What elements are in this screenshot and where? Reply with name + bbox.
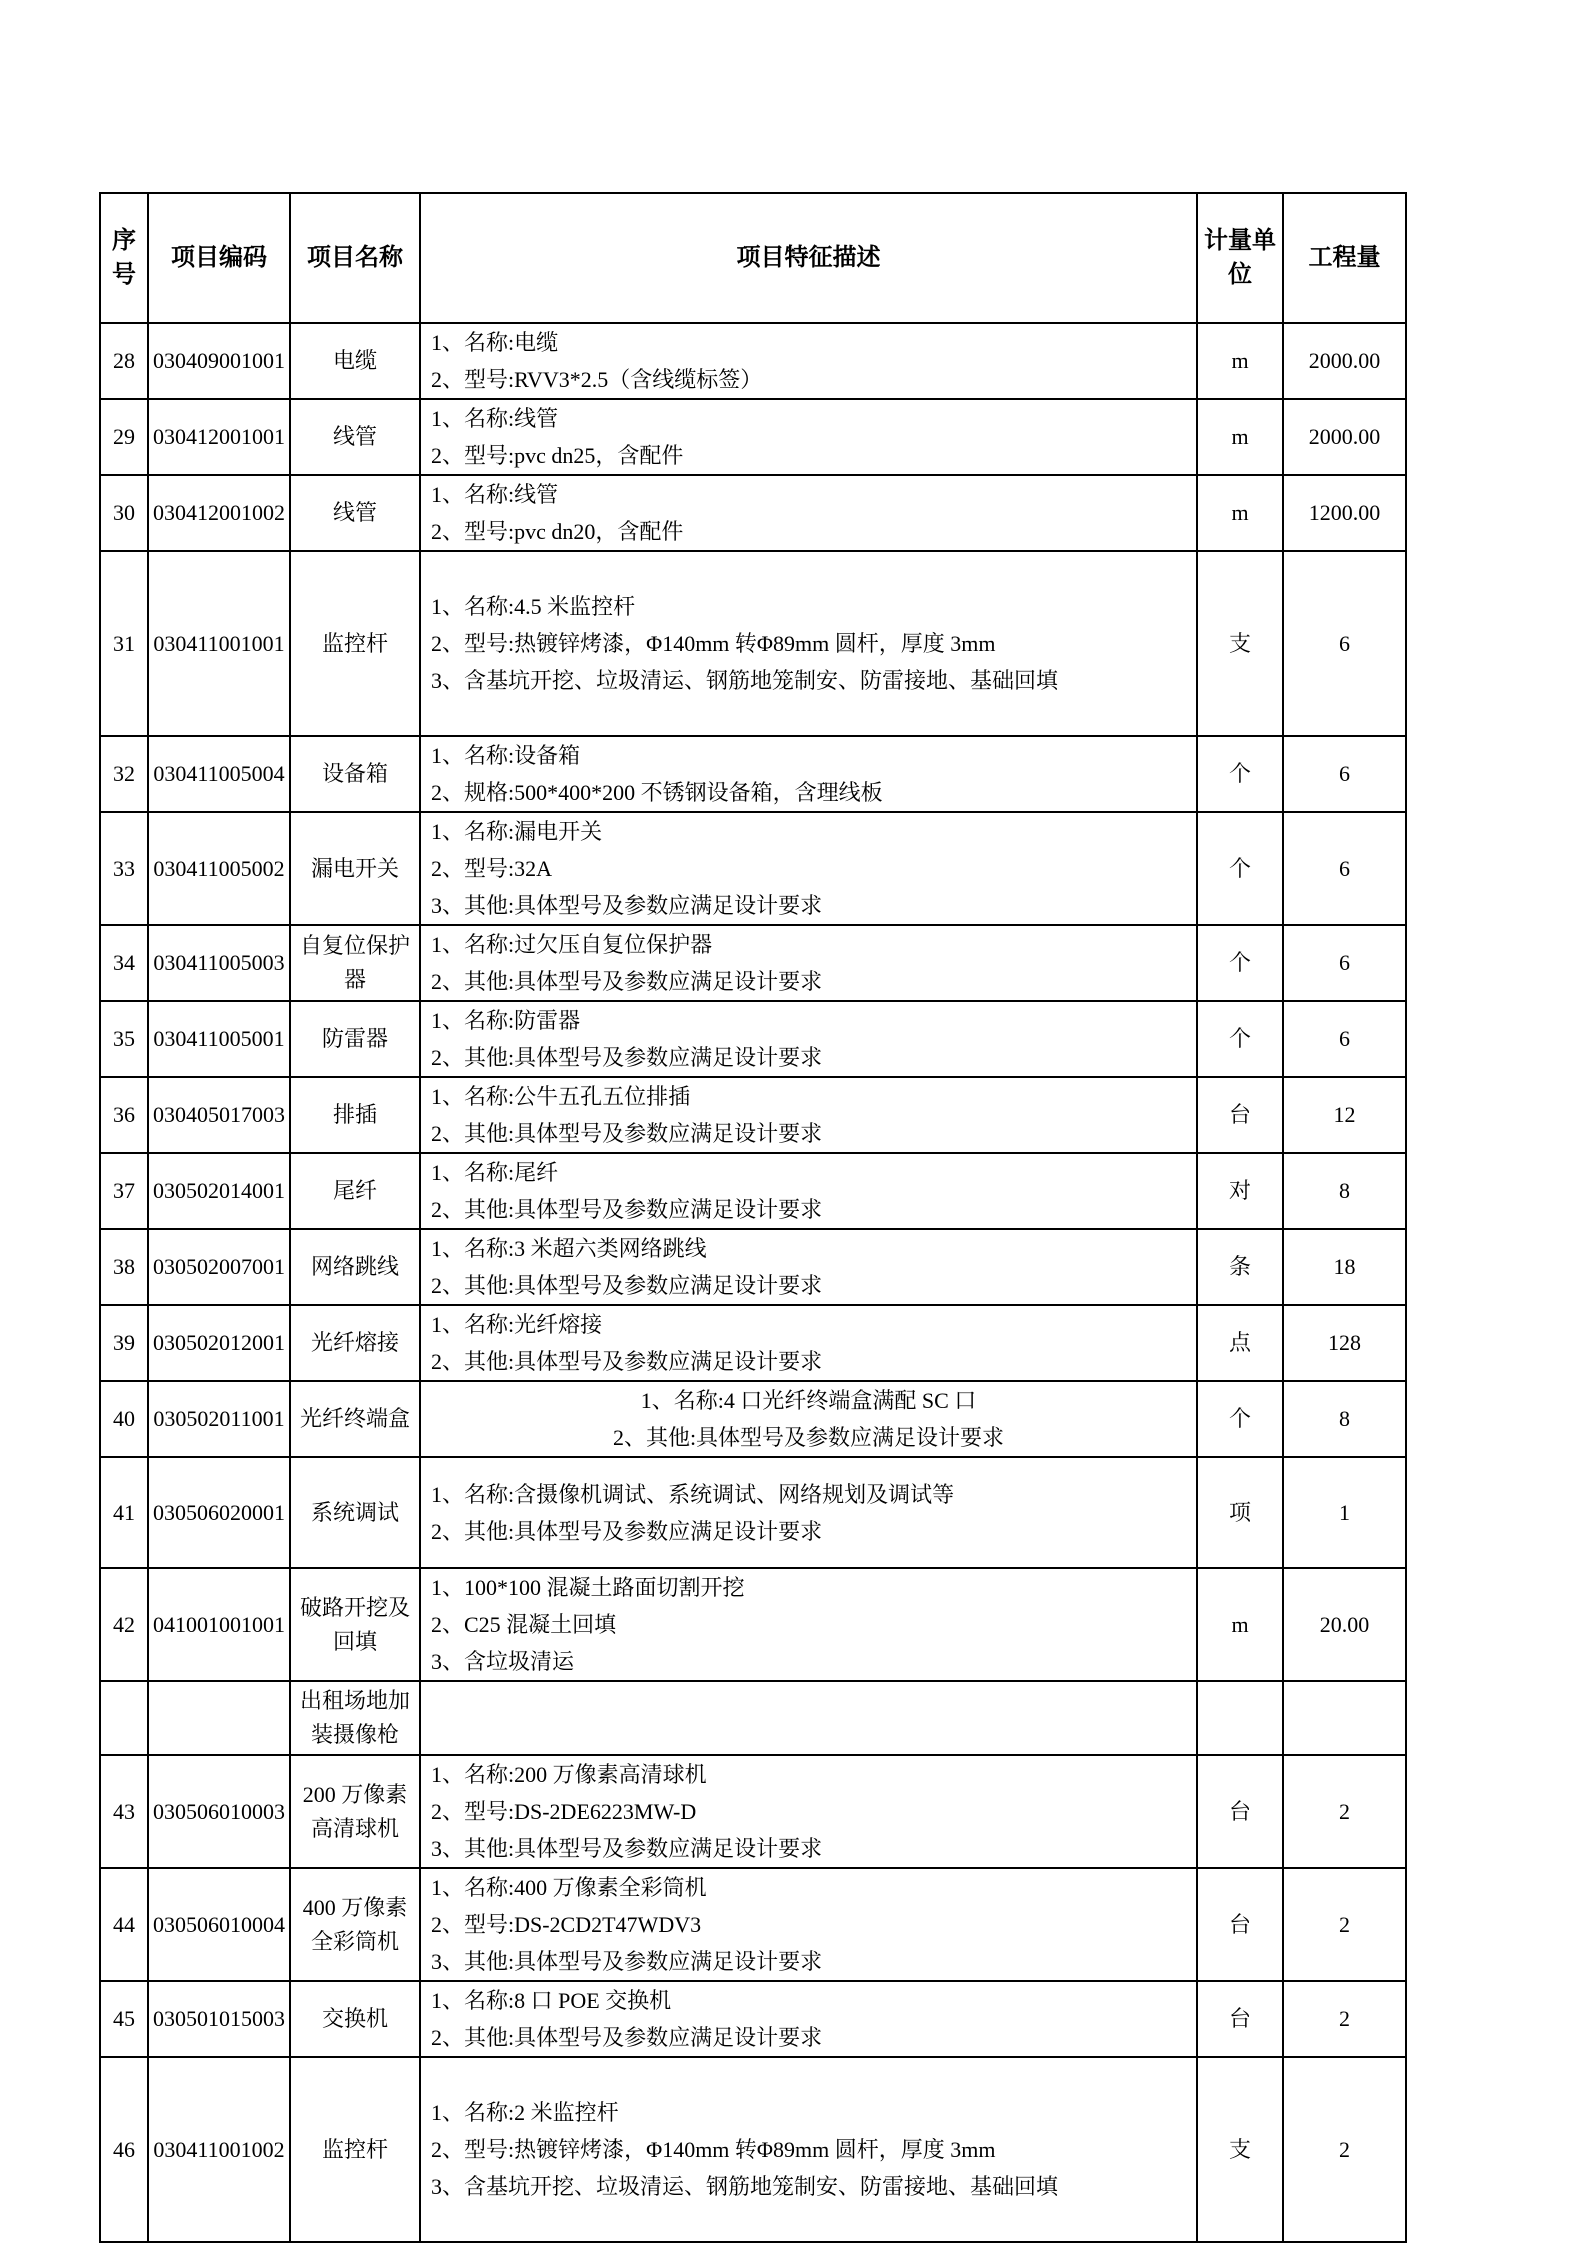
desc-line: 2、其他:具体型号及参数应满足设计要求: [431, 2025, 823, 2050]
cell-qty: 6: [1283, 551, 1406, 736]
cell-code: 030502011001: [148, 1381, 290, 1457]
cell-name: 交换机: [290, 1981, 420, 2057]
cell-code: [148, 1681, 290, 1755]
desc-line: 2、型号:32A: [431, 856, 553, 881]
boq-table: [99, 192, 1407, 2243]
cell-unit: 支: [1197, 551, 1283, 736]
cell-qty: 6: [1283, 736, 1406, 812]
cell-qty: 8: [1283, 1381, 1406, 1457]
desc-line: 2、型号:DS-2DE6223MW-D: [431, 1799, 697, 1824]
table-row: [100, 1868, 1406, 1981]
desc-line: 2、型号:热镀锌烤漆，Φ140mm 转Φ89mm 圆杆，厚度 3mm: [431, 2137, 996, 2162]
cell-qty: 6: [1283, 812, 1406, 925]
cell-desc: [420, 2057, 1197, 2242]
cell-qty: 6: [1283, 925, 1406, 1001]
desc-line: 1、名称:400 万像素全彩筒机: [431, 1875, 707, 1900]
cell-unit: [1197, 1681, 1283, 1755]
cell-unit: m: [1197, 1568, 1283, 1681]
cell-code: 030409001001: [148, 323, 290, 399]
cell-desc: [420, 1381, 1197, 1457]
desc-line: 2、其他:具体型号及参数应满足设计要求: [431, 1045, 823, 1070]
cell-qty: 1200.00: [1283, 475, 1406, 551]
desc-line: 3、其他:具体型号及参数应满足设计要求: [431, 1949, 823, 1974]
cell-desc: [420, 1681, 1197, 1755]
desc-line: 3、含基坑开挖、垃圾清运、钢筋地笼制安、防雷接地、基础回填: [431, 668, 1059, 693]
cell-no: 42: [100, 1568, 148, 1681]
cell-name: 监控杆: [290, 2057, 420, 2242]
cell-no: 29: [100, 399, 148, 475]
cell-qty: [1283, 1681, 1406, 1755]
desc-line: 2、其他:具体型号及参数应满足设计要求: [431, 1518, 823, 1544]
cell-code: 030411005003: [148, 925, 290, 1001]
cell-unit: 个: [1197, 736, 1283, 812]
col-header-qty: 工程量: [1283, 193, 1406, 323]
col-header-name: 项目名称: [290, 193, 420, 323]
cell-code: 030502014001: [148, 1153, 290, 1229]
cell-desc: [420, 1457, 1197, 1568]
desc-line: 1、名称:防雷器: [431, 1008, 581, 1033]
table-row: [100, 812, 1406, 925]
desc-line: 3、含垃圾清运: [431, 1649, 575, 1674]
desc-line: 2、其他:具体型号及参数应满足设计要求: [431, 1121, 823, 1146]
cell-desc: [420, 551, 1197, 736]
desc-line: 2、型号:pvc dn20，含配件: [431, 519, 684, 544]
cell-no: 36: [100, 1077, 148, 1153]
desc-line: 3、其他:具体型号及参数应满足设计要求: [431, 893, 823, 918]
cell-qty: 2: [1283, 1755, 1406, 1868]
cell-unit: 个: [1197, 1001, 1283, 1077]
cell-qty: 2: [1283, 1868, 1406, 1981]
desc-line: 1、名称:电缆: [431, 330, 559, 355]
cell-no: [100, 1681, 148, 1755]
desc-line: 1、名称:2 米监控杆: [431, 2100, 619, 2125]
desc-line: 2、C25 混凝土回填: [431, 1612, 617, 1637]
cell-qty: 128: [1283, 1305, 1406, 1381]
cell-qty: 12: [1283, 1077, 1406, 1153]
cell-no: 43: [100, 1755, 148, 1868]
cell-name: 网络跳线: [290, 1229, 420, 1305]
table-row: [100, 1568, 1406, 1681]
desc-line: 3、其他:具体型号及参数应满足设计要求: [431, 1836, 823, 1861]
cell-no: 32: [100, 736, 148, 812]
cell-code: 030506010004: [148, 1868, 290, 1981]
cell-name: 出租场地加装摄像枪: [290, 1681, 420, 1755]
cell-desc: [420, 925, 1197, 1001]
cell-desc: [420, 736, 1197, 812]
header-row: [100, 193, 1406, 323]
table-body: [100, 323, 1406, 2242]
cell-desc: [420, 1868, 1197, 1981]
cell-code: 030411005001: [148, 1001, 290, 1077]
table-row: [100, 1305, 1406, 1381]
cell-no: 30: [100, 475, 148, 551]
cell-unit: 个: [1197, 1381, 1283, 1457]
cell-unit: m: [1197, 323, 1283, 399]
desc-line: 1、名称:设备箱: [431, 743, 581, 768]
cell-unit: 台: [1197, 1077, 1283, 1153]
cell-unit: m: [1197, 475, 1283, 551]
cell-desc: [420, 1981, 1197, 2057]
cell-unit: 台: [1197, 1981, 1283, 2057]
cell-name: 线管: [290, 475, 420, 551]
cell-code: 030405017003: [148, 1077, 290, 1153]
cell-no: 28: [100, 323, 148, 399]
cell-no: 34: [100, 925, 148, 1001]
cell-name: 排插: [290, 1077, 420, 1153]
cell-desc: [420, 1755, 1197, 1868]
cell-no: 33: [100, 812, 148, 925]
cell-name: 防雷器: [290, 1001, 420, 1077]
desc-line: 1、名称:4.5 米监控杆: [431, 594, 636, 619]
cell-code: 030501015003: [148, 1981, 290, 2057]
desc-line: 2、其他:具体型号及参数应满足设计要求: [431, 1197, 823, 1222]
cell-unit: 个: [1197, 812, 1283, 925]
cell-name: 线管: [290, 399, 420, 475]
desc-line: 1、名称:含摄像机调试、系统调试、网络规划及调试等: [431, 1481, 955, 1507]
cell-unit: 条: [1197, 1229, 1283, 1305]
cell-desc: [420, 1077, 1197, 1153]
cell-name: 200 万像素高清球机: [290, 1755, 420, 1868]
cell-unit: m: [1197, 399, 1283, 475]
cell-unit: 支: [1197, 2057, 1283, 2242]
cell-qty: 6: [1283, 1001, 1406, 1077]
cell-qty: 20.00: [1283, 1568, 1406, 1681]
desc-line: 1、名称:光纤熔接: [431, 1312, 603, 1337]
table-row: [100, 2057, 1406, 2242]
cell-no: 31: [100, 551, 148, 736]
cell-desc: [420, 1568, 1197, 1681]
desc-line: 2、型号:RVV3*2.5（含线缆标签）: [431, 367, 763, 392]
cell-no: 40: [100, 1381, 148, 1457]
cell-desc: [420, 1001, 1197, 1077]
desc-line: 1、名称:尾纤: [431, 1160, 559, 1185]
cell-name: 破路开挖及回填: [290, 1568, 420, 1681]
cell-code: 030411001002: [148, 2057, 290, 2242]
desc-line: 1、100*100 混凝土路面切割开挖: [431, 1575, 745, 1600]
table-row: [100, 1681, 1406, 1755]
table-row: [100, 925, 1406, 1001]
cell-desc: [420, 399, 1197, 475]
cell-no: 46: [100, 2057, 148, 2242]
cell-desc: [420, 475, 1197, 551]
cell-name: 光纤熔接: [290, 1305, 420, 1381]
col-header-no: 序号: [100, 193, 148, 323]
cell-no: 37: [100, 1153, 148, 1229]
table-row: [100, 551, 1406, 736]
desc-line: 1、名称:漏电开关: [431, 819, 603, 844]
cell-unit: 台: [1197, 1755, 1283, 1868]
desc-line: 1、名称:4 口光纤终端盒满配 SC 口: [640, 1388, 977, 1413]
desc-line: 1、名称:过欠压自复位保护器: [431, 932, 713, 957]
cell-code: 030411001001: [148, 551, 290, 736]
desc-line: 1、名称:8 口 POE 交换机: [431, 1988, 672, 2013]
desc-line: 2、其他:具体型号及参数应满足设计要求: [612, 1425, 1005, 1450]
table-row: [100, 1153, 1406, 1229]
cell-name: 监控杆: [290, 551, 420, 736]
cell-code: 041001001001: [148, 1568, 290, 1681]
cell-code: 030412001001: [148, 399, 290, 475]
cell-unit: 对: [1197, 1153, 1283, 1229]
table-row: [100, 1457, 1406, 1568]
table-row: [100, 1077, 1406, 1153]
cell-code: 030412001002: [148, 475, 290, 551]
cell-no: 41: [100, 1457, 148, 1568]
cell-code: 030502007001: [148, 1229, 290, 1305]
table-row: [100, 1001, 1406, 1077]
table-row: [100, 475, 1406, 551]
cell-qty: 1: [1283, 1457, 1406, 1568]
col-header-code: 项目编码: [148, 193, 290, 323]
cell-code: 030411005002: [148, 812, 290, 925]
cell-desc: [420, 323, 1197, 399]
cell-code: 030506020001: [148, 1457, 290, 1568]
cell-desc: [420, 1153, 1197, 1229]
cell-qty: 2: [1283, 1981, 1406, 2057]
cell-name: 电缆: [290, 323, 420, 399]
cell-no: 39: [100, 1305, 148, 1381]
col-header-unit: 计量单位: [1197, 193, 1283, 323]
desc-line: 2、型号:pvc dn25，含配件: [431, 443, 684, 468]
cell-name: 系统调试: [290, 1457, 420, 1568]
desc-line: 1、名称:200 万像素高清球机: [431, 1762, 707, 1787]
desc-line: 3、含基坑开挖、垃圾清运、钢筋地笼制安、防雷接地、基础回填: [431, 2174, 1059, 2199]
desc-line: 2、规格:500*400*200 不锈钢设备箱，含理线板: [431, 780, 883, 805]
desc-line: 2、其他:具体型号及参数应满足设计要求: [431, 969, 823, 994]
desc-line: 1、名称:公牛五孔五位排插: [431, 1084, 691, 1109]
cell-unit: 台: [1197, 1868, 1283, 1981]
cell-qty: 2000.00: [1283, 323, 1406, 399]
desc-line: 1、名称:线管: [431, 482, 559, 507]
cell-no: 38: [100, 1229, 148, 1305]
cell-desc: [420, 1229, 1197, 1305]
cell-code: 030506010003: [148, 1755, 290, 1868]
cell-code: 030502012001: [148, 1305, 290, 1381]
cell-no: 35: [100, 1001, 148, 1077]
cell-code: 030411005004: [148, 736, 290, 812]
cell-qty: 2000.00: [1283, 399, 1406, 475]
cell-qty: 18: [1283, 1229, 1406, 1305]
table-row: [100, 399, 1406, 475]
cell-no: 45: [100, 1981, 148, 2057]
desc-line: 2、其他:具体型号及参数应满足设计要求: [431, 1273, 823, 1298]
cell-name: 400 万像素全彩筒机: [290, 1868, 420, 1981]
cell-name: 漏电开关: [290, 812, 420, 925]
cell-unit: 项: [1197, 1457, 1283, 1568]
cell-name: 自复位保护器: [290, 925, 420, 1001]
table-row: [100, 1755, 1406, 1868]
table-row: [100, 323, 1406, 399]
desc-line: 1、名称:线管: [431, 406, 559, 431]
col-header-desc: 项目特征描述: [420, 193, 1197, 323]
desc-line: 1、名称:3 米超六类网络跳线: [431, 1236, 707, 1261]
cell-name: 尾纤: [290, 1153, 420, 1229]
cell-name: 设备箱: [290, 736, 420, 812]
cell-qty: 8: [1283, 1153, 1406, 1229]
table-row: [100, 1381, 1406, 1457]
cell-desc: [420, 812, 1197, 925]
table-row: [100, 1229, 1406, 1305]
cell-desc: [420, 1305, 1197, 1381]
cell-name: 光纤终端盒: [290, 1381, 420, 1457]
table-row: [100, 1981, 1406, 2057]
desc-line: 2、型号:DS-2CD2T47WDV3: [431, 1912, 702, 1937]
table-row: [100, 736, 1406, 812]
cell-unit: 点: [1197, 1305, 1283, 1381]
cell-unit: 个: [1197, 925, 1283, 1001]
cell-qty: 2: [1283, 2057, 1406, 2242]
desc-line: 2、其他:具体型号及参数应满足设计要求: [431, 1349, 823, 1374]
cell-no: 44: [100, 1868, 148, 1981]
desc-line: 2、型号:热镀锌烤漆，Φ140mm 转Φ89mm 圆杆，厚度 3mm: [431, 631, 996, 656]
